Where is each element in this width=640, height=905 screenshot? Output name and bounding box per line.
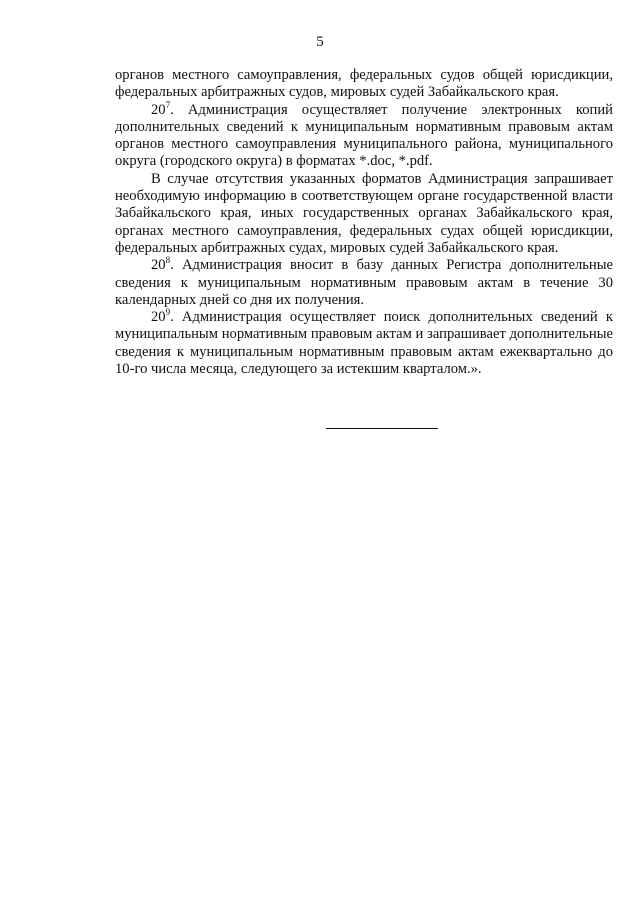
paragraph-text: . Администрация вносит в базу данных Регистра дополнительные сведения к муниципальным нормативным правовым актам в течение 30 календарных дней со дня их получения. [115, 257, 613, 308]
paragraph-20-7 [115, 99, 613, 171]
page-number: 5 [316, 34, 324, 50]
paragraph-text: В случае отсутствия указанных форматов Администрация запрашивает необходимую информацию в соответствующем органе государственной власти Забайкальского края, иных государственных органах Забайкальского края, органах местного самоуправления, федеральных судах общей юрисдикции, федеральных арбитражных судах, мировых судей Забайкальского края. [115, 170, 613, 256]
end-divider-line [326, 428, 438, 429]
paragraph-continuation [115, 67, 613, 102]
clause-number: 20 [151, 101, 166, 118]
clause-superscript: 8 [165, 255, 171, 266]
paragraph-20-9 [115, 309, 613, 378]
paragraph-missing-formats [115, 171, 613, 257]
clause-superscript: 7 [165, 99, 171, 110]
paragraph-text: . Администрация осуществляет поиск дополнительных сведений к муниципальным нормативным правовым актам и запрашивает дополнительные сведения к муниципальным нормативным правовым актам ежеквартально до 10-го числа месяца, следующего за истекшим кварталом.». [115, 309, 613, 378]
clause-number: 20 [151, 257, 166, 274]
paragraph-20-8 [115, 257, 613, 309]
paragraph-text: . Администрация осуществляет получение электронных копий дополнительных сведений к муниципальным нормативным правовым актам органов местного самоуправления муниципального района, муниципального округа (городского округа) в форматах *.doc, *.pdf. [115, 101, 613, 170]
document-body [115, 67, 613, 378]
paragraph-text: органов местного самоуправления, федеральных судов общей юрисдикции, федеральных арбитражных судов, мировых судей Забайкальского края. [115, 67, 613, 101]
clause-number: 20 [151, 309, 166, 326]
clause-superscript: 9 [165, 307, 171, 318]
